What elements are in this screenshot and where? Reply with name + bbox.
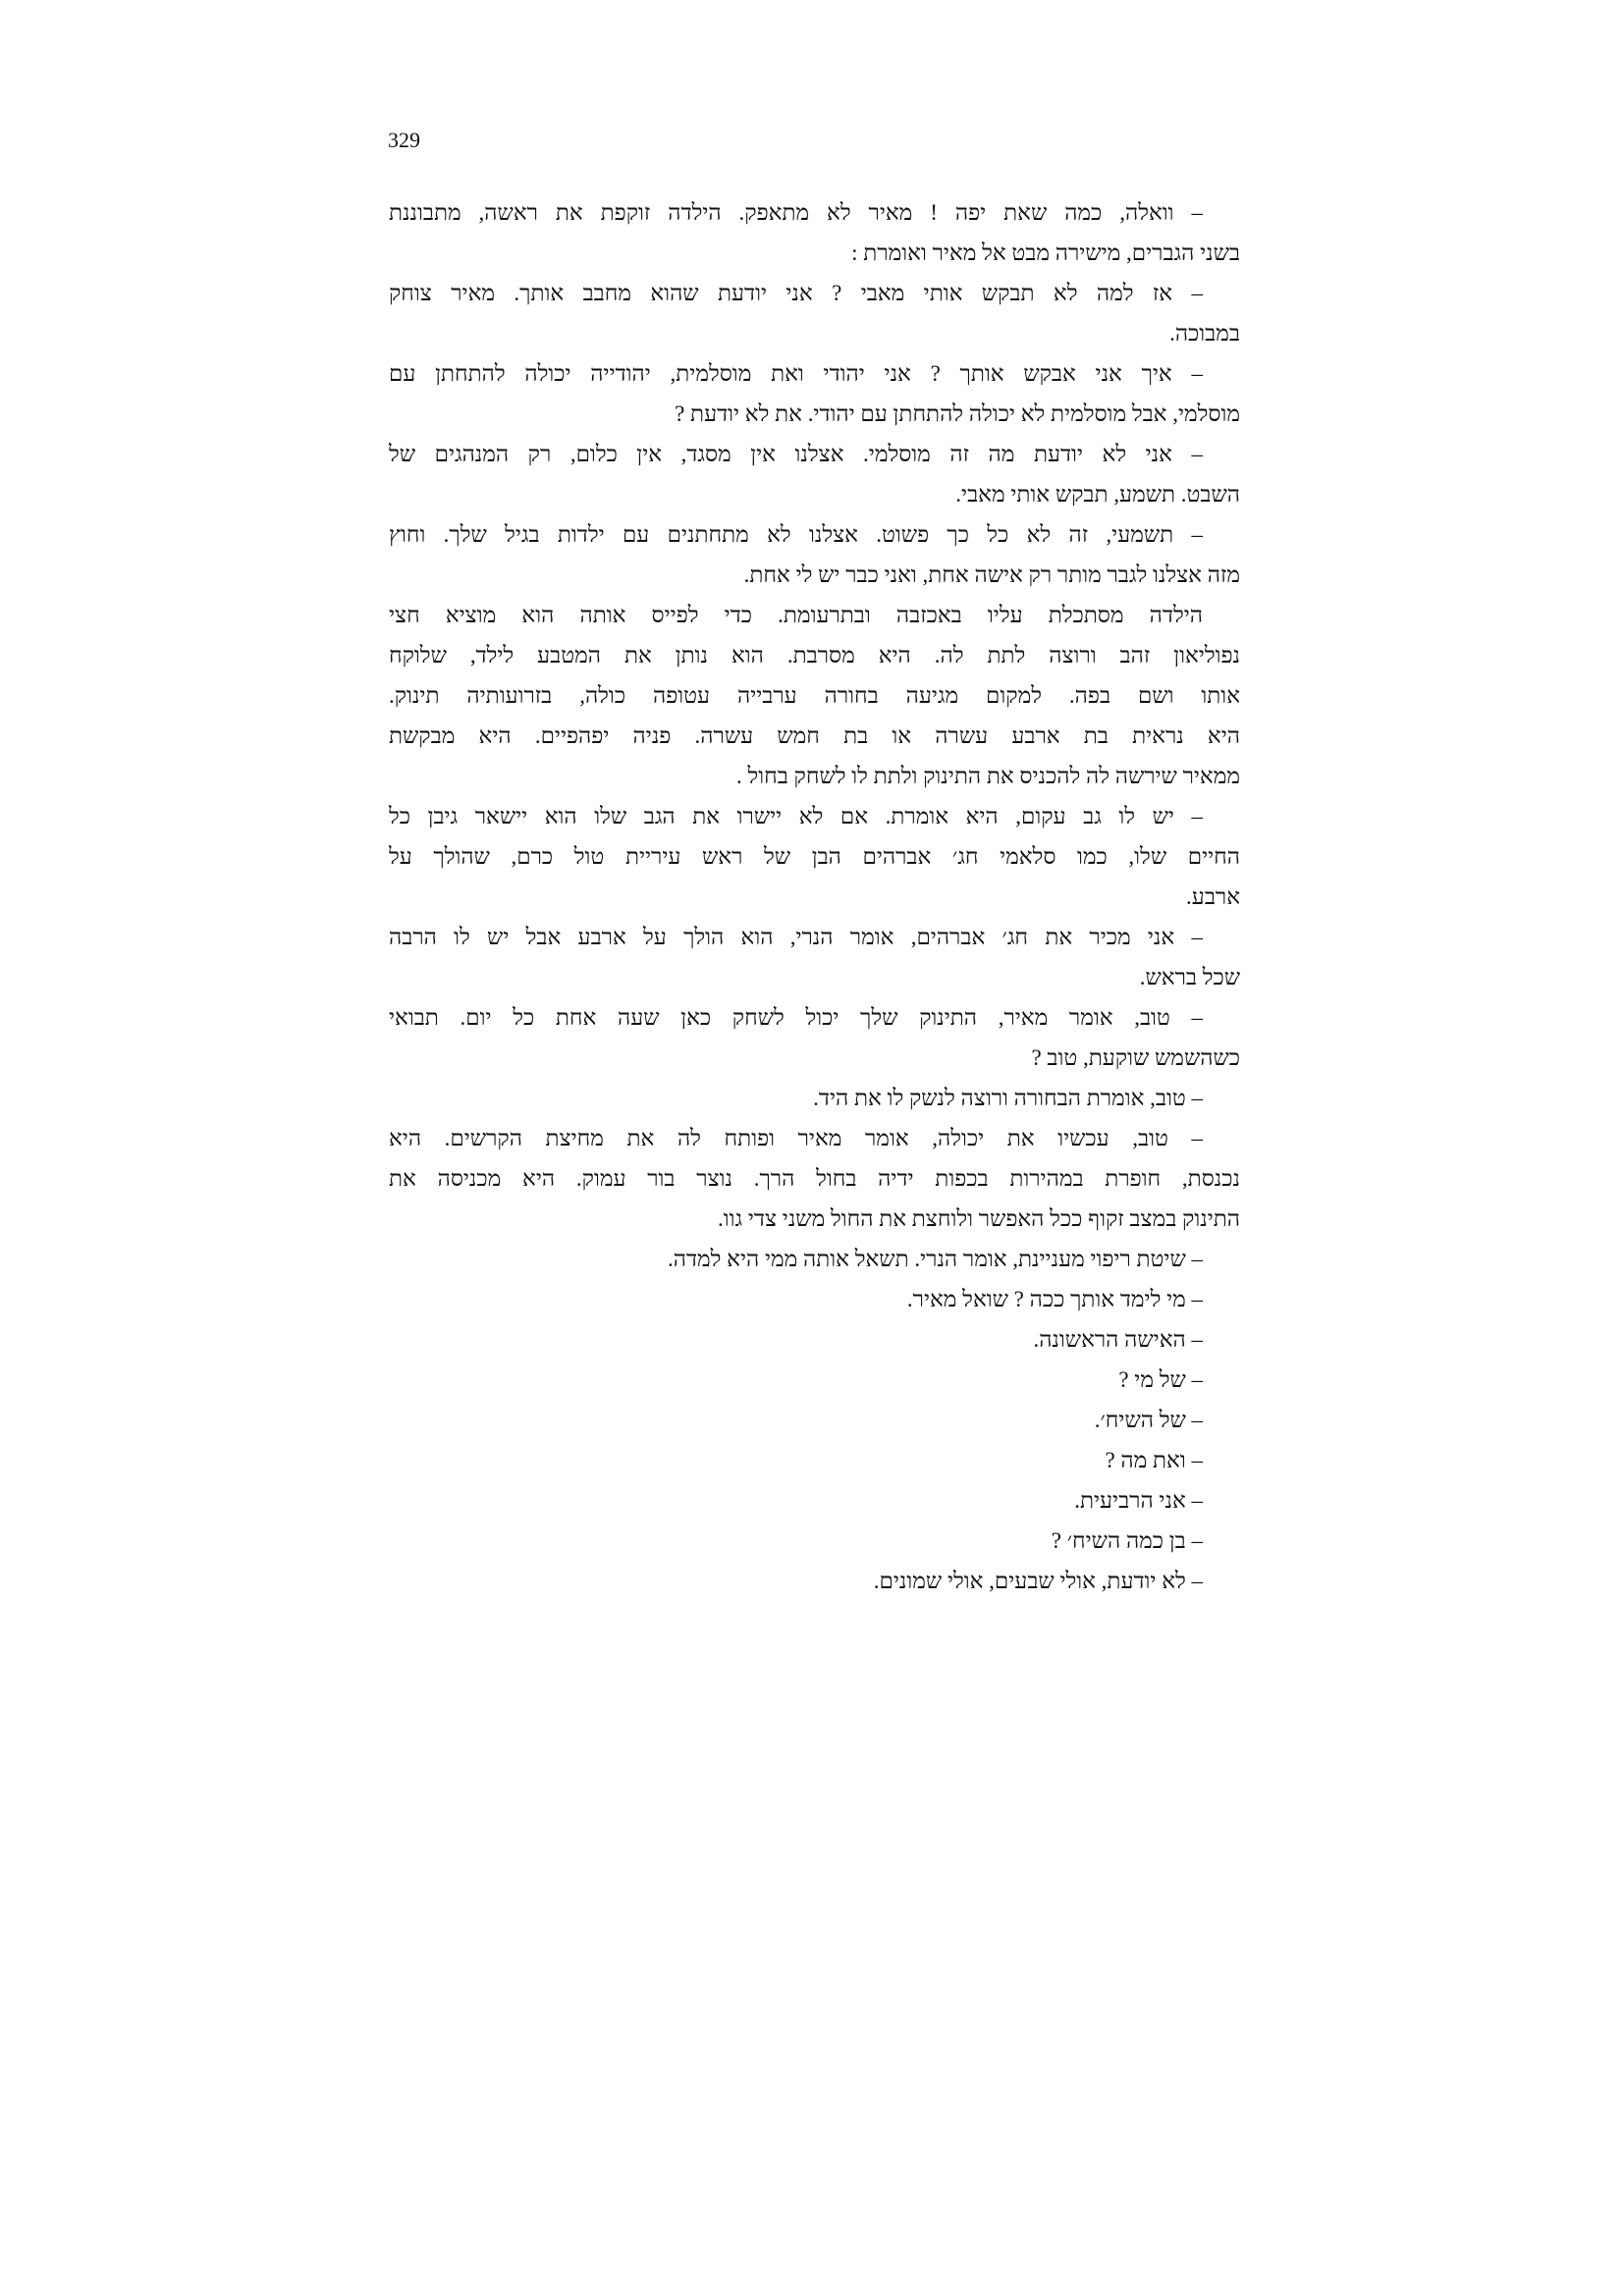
paragraph [389,273,1240,353]
paragraph [389,1480,1240,1521]
paragraph [389,1239,1240,1279]
paragraph [389,192,1240,273]
text-line: – איך אני אבקש אותך ? אני יהודי ואת מוסלמית, יהודייה יכולה להתחתן עם [389,361,1203,386]
text-line: – האישה הראשונה. [1033,1327,1203,1352]
paragraph [389,1400,1240,1440]
paragraph [389,1561,1240,1601]
paragraph [389,1118,1240,1239]
text-line: בשני הגברים, מישירה מבט אל מאיר ואומרת : [851,240,1240,265]
text-line: – יש לו גב עקום, היא אומרת. אם לא יישרו את הגב שלו הוא יישאר גיבן כל [389,804,1203,828]
text-line: – טוב, אומרת הבחורה ורוצה לנשק לו את היד. [813,1086,1203,1110]
text-line: כשהשמש שוקעת, טוב ? [1031,1045,1240,1070]
text-line: אותו ושם בפה. למקום מגיעה בחורה ערבייה עטופה כולה, בזרועותיה תינוק. [389,683,1240,708]
paragraph [389,1319,1240,1360]
paragraph [389,917,1240,997]
paragraph [389,514,1240,595]
text-line: היא נראית בת ארבע עשרה או בת חמש עשרה. פניה יפהפיים. היא מבקשת [389,723,1240,748]
text-line: ארבע. [1186,884,1240,909]
paragraph [389,796,1240,917]
body-text [389,192,1240,1601]
paragraph [389,595,1240,796]
paragraph [389,434,1240,514]
text-line: – אני מכיר את חג׳ אברהים, אומר הנרי, הוא הולך על ארבע אבל יש לו הרבה [389,925,1203,949]
text-line: מוסלמי, אבל מוסלמית לא יכולה להתחתן עם יהודי. את לא יודעת ? [675,401,1240,426]
text-line: הילדה מסתכלת עליו באכזבה ובתרעומת. כדי לפייס אותה הוא מוציא חצי [389,603,1203,627]
text-line: ממאיר שירשה לה להכניס את התינוק ולתת לו לשחק בחול . [735,764,1240,788]
text-line: התינוק במצב זקוף ככל האפשר ולוחצת את החול משני צדי גוו. [718,1206,1240,1231]
text-line: – אני הרביעית. [1074,1488,1203,1513]
text-line: השבט. תשמע, תבקש אותי מאבי. [955,482,1240,507]
paragraph [389,1440,1240,1480]
text-line: מזה אצלנו לגבר מותר רק אישה אחת, ואני כבר יש לי אחת. [743,562,1240,587]
text-line: נכנסת, חופרת במהירות בכפות ידיה בחול הרך. נוצר בור עמוק. היא מכניסה את [389,1166,1240,1191]
paragraph [389,1279,1240,1319]
text-line: שכל בראש. [1139,965,1240,989]
paragraph [389,1360,1240,1400]
text-line: – תשמעי, זה לא כל כך פשוט. אצלנו לא מתחתנים עם ילדות בגיל שלך. וחוץ [389,522,1203,547]
text-line: – ואת מה ? [1105,1448,1203,1472]
paragraph [389,1521,1240,1561]
text-line: – וואלה, כמה שאת יפה ! מאיר לא מתאפק. הילדה זוקפת את ראשה, מתבוננת [389,200,1203,225]
text-line: – טוב, עכשיו את יכולה, אומר מאיר ופותח לה את מחיצת הקרשים. היא [389,1126,1203,1150]
text-line: נפוליאון זהב ורוצה לתת לה. היא מסרבת. הוא נותן את המטבע לילד, שלוקח [389,643,1240,667]
text-line: – לא יודעת, אולי שבעים, אולי שמונים. [873,1569,1203,1593]
page-number: 329 [388,128,420,152]
text-line: – אז למה לא תבקש אותי מאבי ? אני יודעת שהוא מחבב אותך. מאיר צוחק [389,281,1203,305]
text-line: – בן כמה השיח׳ ? [1051,1528,1203,1553]
text-line: – שיטת ריפוי מעניינת, אומר הנרי. תשאל אותה ממי היא למדה. [668,1247,1203,1271]
text-line: במבוכה. [1169,321,1240,346]
paragraph [389,1078,1240,1118]
paragraph [389,353,1240,434]
text-line: – אני לא יודעת מה זה מוסלמי. אצלנו אין מסגד, אין כלום, רק המנהגים של [389,442,1203,466]
text-line: – טוב, אומר מאיר, התינוק שלך יכול לשחק כאן שעה אחת כל יום. תבואי [389,1005,1203,1030]
paragraph [389,997,1240,1078]
text-line: – מי לימד אותך ככה ? שואל מאיר. [906,1287,1203,1311]
text-line: – של מי ? [1118,1367,1203,1392]
text-line: החיים שלו, כמו סלאמי חג׳ אברהים הבן של ראש עיריית טול כרם, שהולך על [389,844,1240,869]
text-line: – של השיח׳. [1094,1408,1203,1432]
